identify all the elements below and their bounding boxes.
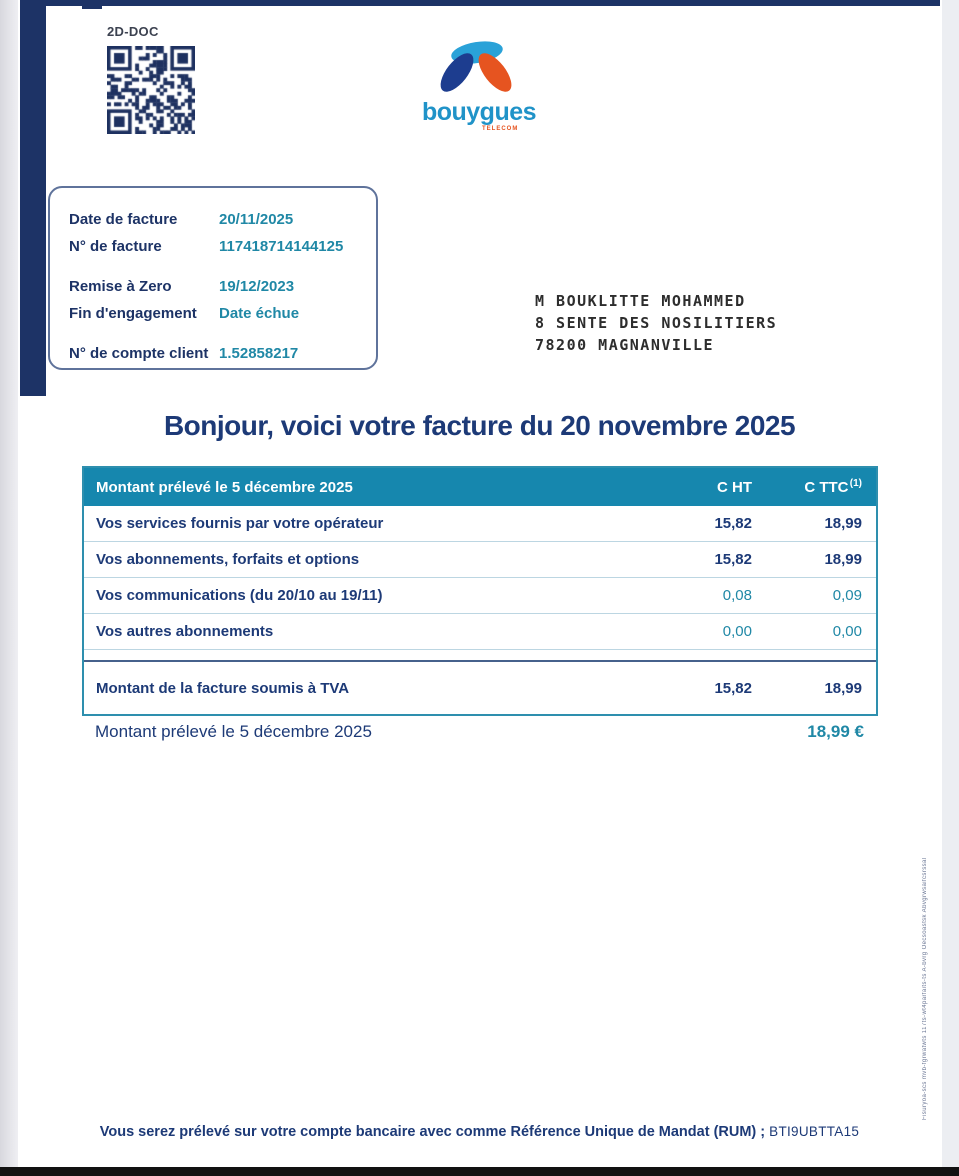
row-ttc-value: 0,00	[832, 623, 862, 640]
column-header-ht: C HT	[717, 478, 752, 496]
info-label: Fin d'engagement	[69, 305, 197, 322]
info-row-invoice-date	[69, 206, 376, 233]
table-total-row	[84, 662, 876, 714]
total-label: Montant de la facture soumis à TVA	[96, 679, 350, 697]
recipient-city: 78200 MAGNANVILLE	[535, 336, 715, 354]
info-row-reset-date	[69, 273, 376, 300]
row-ht-value: 15,82	[714, 515, 752, 532]
row-ttc-value: 18,99	[824, 515, 862, 532]
total-ttc-value: 18,99	[824, 679, 862, 697]
row-label: Vos abonnements, forfaits et options	[96, 551, 360, 568]
table-row	[84, 506, 876, 542]
billing-table	[82, 466, 878, 716]
logo-brand-text: bouygues	[421, 98, 537, 126]
recipient-address	[535, 290, 777, 356]
recipient-street: 8 SENTE DES NOSILITIERS	[535, 314, 778, 332]
row-ttc-value: 0,09	[832, 587, 862, 604]
info-value: 1.52858217	[219, 345, 299, 362]
debit-summary-line	[82, 722, 878, 742]
mandate-footer-text: Vous serez prélevé sur votre compte bancaire avec comme Référence Unique de Mandat (RUM) ;	[99, 1124, 770, 1140]
table-row	[84, 542, 876, 578]
top-crop-artifact	[30, 0, 940, 6]
info-label: N° de facture	[69, 238, 162, 255]
page-title: Bonjour, voici votre facture du 20 novembre 2025	[163, 410, 796, 441]
2d-doc-label: 2D-DOC	[107, 24, 159, 39]
info-label: Remise à Zero	[69, 278, 172, 295]
total-ht-value: 15,82	[714, 679, 752, 697]
table-row	[84, 614, 876, 650]
scan-edge-left	[0, 0, 18, 1176]
row-ttc-value: 18,99	[824, 551, 862, 568]
info-row-commitment-end	[69, 300, 376, 327]
row-label: Vos autres abonnements	[96, 623, 274, 640]
info-value: 117418714144125	[219, 238, 344, 255]
scan-edge-right	[942, 0, 959, 1176]
mandate-footer	[0, 1124, 959, 1140]
column-header-ttc-text: C TTC	[804, 479, 849, 496]
table-header-title: Montant prélevé le 5 décembre 2025	[96, 478, 353, 496]
info-label: N° de compte client	[69, 345, 209, 362]
left-accent-bar	[20, 0, 46, 396]
info-value: Date échue	[219, 305, 300, 322]
debit-summary-label: Montant prélevé le 5 décembre 2025	[95, 722, 372, 741]
invoice-info-box	[48, 186, 378, 370]
info-row-invoice-number	[69, 233, 376, 260]
bouygues-logo	[420, 40, 560, 135]
info-value: 19/12/2023	[219, 278, 295, 295]
recipient-name: M BOUKLITTE MOHAMMED	[535, 292, 746, 310]
2d-doc-qr-code-icon	[107, 46, 195, 134]
row-label: Vos services fournis par votre opérateur	[96, 515, 384, 532]
row-ht-value: 0,00	[722, 623, 752, 640]
vertical-fine-print: Fisuryoa-scs mvb-fgrwatwts 117ts-wt4parfaits-ts A-bvrg Oecsoastsk Abvgrwsaifcsrssal	[922, 857, 928, 1120]
info-label: Date de facture	[69, 211, 178, 228]
info-row-client-account	[69, 340, 376, 367]
debit-summary-amount: 18,99 €	[807, 722, 864, 741]
info-value: 20/11/2025	[219, 211, 294, 228]
row-ht-value: 0,08	[722, 587, 752, 604]
column-header-ttc-footnote: (1)	[849, 478, 862, 489]
row-label: Vos communications (du 20/10 au 19/11)	[96, 587, 383, 604]
top-crop-tab	[82, 0, 102, 9]
table-row	[84, 578, 876, 614]
scan-edge-bottom	[0, 1167, 959, 1176]
rum-code: BTI9UBTTA15	[769, 1124, 860, 1139]
column-header-ttc	[752, 478, 862, 496]
row-ht-value: 15,82	[714, 551, 752, 568]
logo-telecom-text: TELECOM	[482, 126, 519, 132]
table-header-row	[84, 468, 876, 506]
